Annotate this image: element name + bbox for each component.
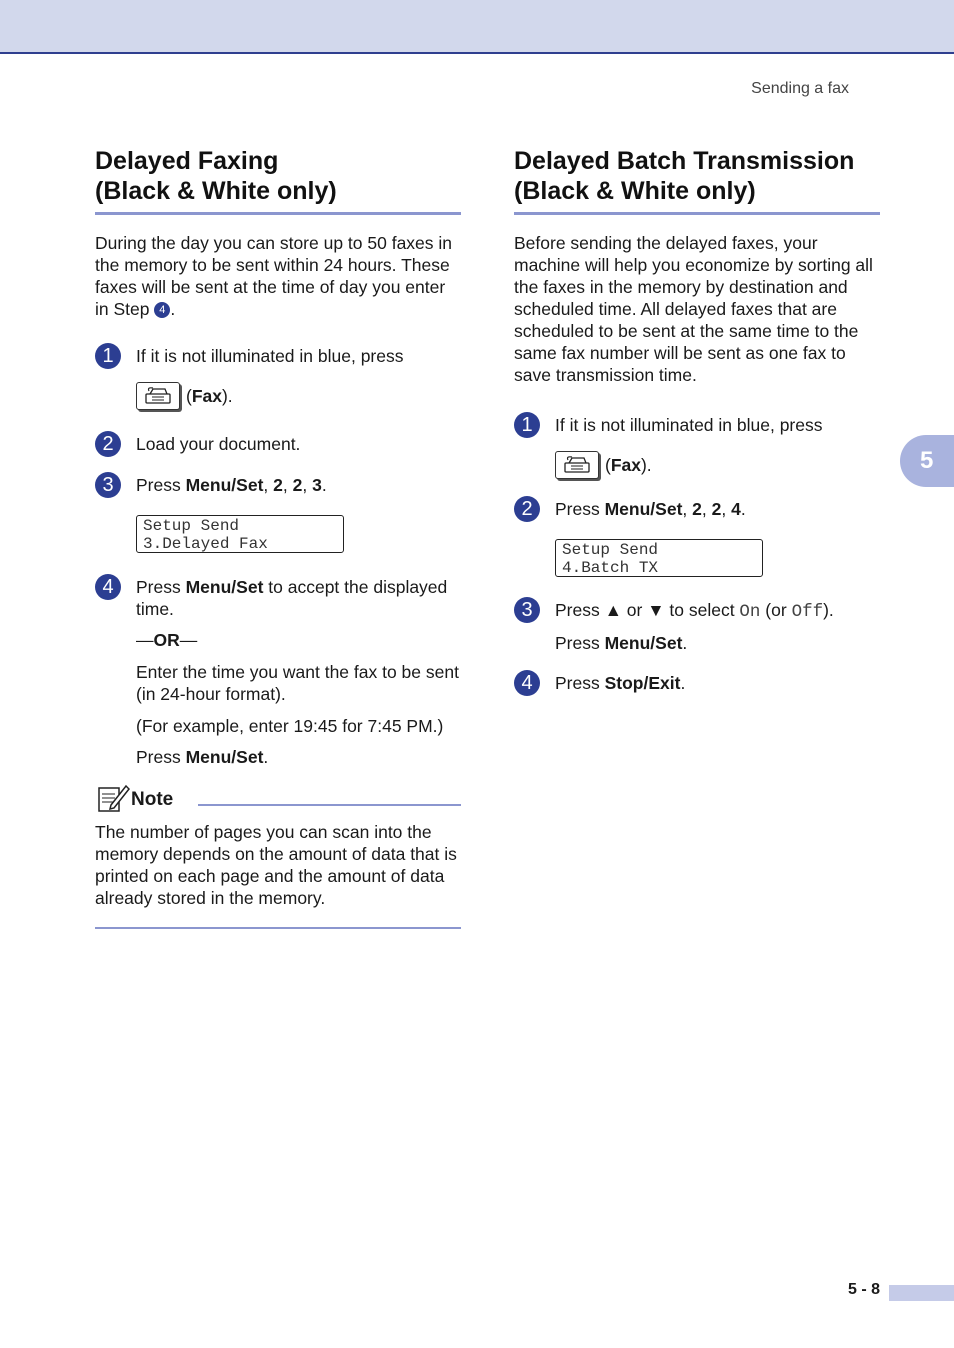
key-3: 4 bbox=[731, 499, 741, 519]
step-text: Load your document. bbox=[136, 434, 301, 454]
or-separator: —OR— bbox=[136, 630, 198, 650]
press-text: Press bbox=[555, 499, 605, 519]
step-4 bbox=[514, 672, 880, 694]
menu-set-key: Menu/Set bbox=[604, 499, 683, 519]
step-2 bbox=[514, 498, 880, 577]
lcd-line-1: Setup Send bbox=[143, 517, 240, 535]
press-text: Press bbox=[136, 577, 186, 597]
press-arrows-text: Press ▲ or ▼ to select bbox=[555, 600, 740, 620]
page-number: 5 - 8 bbox=[847, 1281, 880, 1298]
note-header bbox=[95, 783, 461, 813]
fax-machine-icon[interactable] bbox=[555, 451, 599, 479]
lcd-display bbox=[555, 539, 763, 577]
step-text-rest: to accept the displayed time. bbox=[136, 577, 448, 619]
step-text: If it is not illuminated in blue, press bbox=[555, 415, 823, 435]
title-line-1: Delayed Faxing bbox=[95, 147, 279, 175]
paren-open: ( bbox=[186, 386, 192, 406]
chapter-tab: 5 bbox=[900, 435, 954, 487]
step-1 bbox=[514, 414, 880, 479]
option-on: On bbox=[739, 602, 761, 622]
menu-set-key: Menu/Set bbox=[185, 577, 264, 597]
step-text bbox=[555, 599, 880, 623]
press-text: Press bbox=[555, 633, 605, 653]
running-head: Sending a fax bbox=[751, 80, 849, 97]
lcd-line-2: 3.Delayed Fax bbox=[143, 535, 268, 553]
title-line-2: (Black & White only) bbox=[95, 177, 337, 205]
paren-open: ( bbox=[605, 455, 611, 475]
press-text: Press bbox=[555, 673, 605, 693]
step-number: 3 bbox=[95, 472, 121, 498]
step-number: 2 bbox=[95, 431, 121, 457]
menu-set-key: Menu/Set bbox=[604, 633, 683, 653]
press-menu-text: Press Menu/Set. bbox=[555, 633, 688, 653]
section-title bbox=[514, 146, 880, 215]
paren-close: ). bbox=[221, 386, 233, 406]
note-pencil-icon bbox=[97, 783, 131, 818]
step-number: 3 bbox=[514, 597, 540, 623]
intro-paragraph bbox=[95, 232, 461, 320]
step-text: Press Menu/Set, 2, 2, 4. bbox=[555, 499, 746, 519]
step-number: 2 bbox=[514, 496, 540, 522]
key-1: 2 bbox=[692, 499, 702, 519]
section-delayed-batch-transmission bbox=[514, 146, 880, 694]
option-off: Off bbox=[791, 602, 824, 622]
note-rule bbox=[198, 804, 461, 806]
menu-set-key: Menu/Set bbox=[185, 747, 264, 767]
step-reference-badge: 4 bbox=[154, 302, 170, 318]
step-number: 1 bbox=[95, 343, 121, 369]
note-end-rule bbox=[95, 927, 461, 929]
header-band bbox=[0, 0, 954, 54]
note-body: The number of pages you can scan into the memory depends on the amount of data that is printed on each page and the amount of data already stored in the memory. bbox=[95, 822, 457, 908]
step-1 bbox=[95, 345, 461, 410]
note-box bbox=[95, 783, 461, 929]
footer-band bbox=[889, 1285, 954, 1301]
step-text: Press Stop/Exit. bbox=[555, 673, 686, 693]
press-menu-text: Press Menu/Set. bbox=[136, 747, 269, 767]
step-3 bbox=[514, 599, 880, 654]
fax-key-label: Fax bbox=[610, 455, 641, 475]
lcd-line-1: Setup Send bbox=[562, 541, 659, 559]
section-title bbox=[95, 146, 461, 215]
lcd-display bbox=[136, 515, 344, 553]
key-3: 3 bbox=[312, 475, 322, 495]
step-3 bbox=[95, 474, 461, 553]
or-text: (or bbox=[760, 600, 792, 620]
lcd-line-2: 4.Batch TX bbox=[562, 559, 659, 577]
intro-paragraph: Before sending the delayed faxes, your machine will help you economize by sorting all the faxes in the memory by destination and scheduled time. All delayed faxes that are scheduled to be sent at the same time to the same fax number will be sent as one fax to save transmission time. bbox=[514, 233, 873, 385]
step-4 bbox=[95, 576, 461, 768]
step-text bbox=[136, 576, 461, 620]
fax-key-label: Fax bbox=[191, 386, 222, 406]
press-text: Press bbox=[136, 475, 186, 495]
example-text: (For example, enter 19:45 for 7:45 PM.) bbox=[136, 716, 444, 736]
fax-key-line bbox=[555, 451, 880, 479]
step-2 bbox=[95, 433, 461, 455]
fax-machine-icon[interactable] bbox=[136, 382, 180, 410]
key-1: 2 bbox=[273, 475, 283, 495]
section-delayed-faxing bbox=[95, 146, 461, 929]
paren-close: ). bbox=[640, 455, 652, 475]
or-label: OR bbox=[153, 630, 180, 650]
note-title: Note bbox=[131, 789, 174, 810]
step-number: 4 bbox=[95, 574, 121, 600]
intro-text: During the day you can store up to 50 faxes in the memory to be sent within 24 hours. These faxes will be sent at the time of day you enter in Step bbox=[95, 233, 453, 319]
step-number: 4 bbox=[514, 670, 540, 696]
step-number: 1 bbox=[514, 412, 540, 438]
stop-exit-key: Stop/Exit bbox=[604, 673, 681, 693]
step-alt-text: Enter the time you want the fax to be sent (in 24-hour format). bbox=[136, 662, 459, 704]
close-paren: ). bbox=[823, 600, 834, 620]
step-text: If it is not illuminated in blue, press bbox=[136, 346, 404, 366]
fax-key-line bbox=[136, 382, 461, 410]
title-line-1: Delayed Batch Transmission bbox=[514, 147, 855, 175]
intro-end: . bbox=[170, 299, 176, 319]
key-2: 2 bbox=[292, 475, 303, 495]
key-2: 2 bbox=[711, 499, 722, 519]
menu-set-key: Menu/Set bbox=[185, 475, 264, 495]
press-text: Press bbox=[136, 747, 186, 767]
title-line-2: (Black & White only) bbox=[514, 177, 756, 205]
step-text: Press Menu/Set, 2, 2, 3. bbox=[136, 475, 327, 495]
